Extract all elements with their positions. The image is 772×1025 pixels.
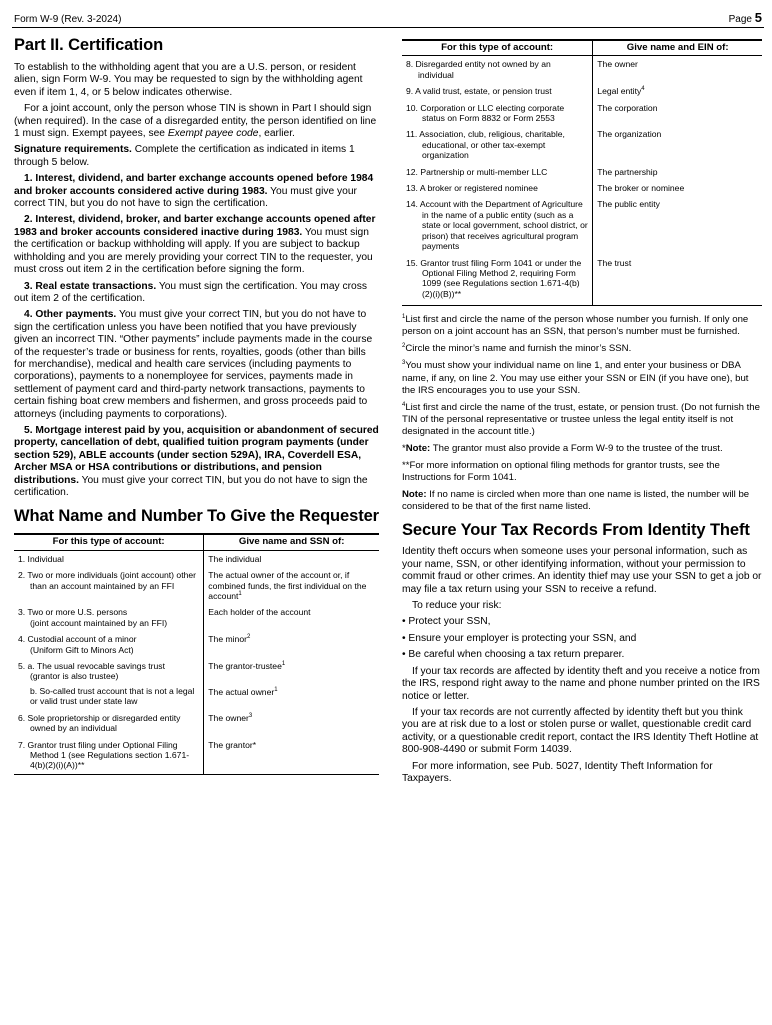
footnote-mark: 2	[246, 634, 251, 641]
cell-text: 15. Grantor trust filing Form 1041 or under the Optional Filing Method 2, requiring Form 1099 (see Regulations section 1.671-4(b)(2)(i)(B))**	[406, 257, 582, 299]
col-header: For this type of account:	[14, 534, 204, 550]
bullet-item: • Ensure your employer is protecting your SSN, and	[402, 632, 637, 644]
bullet-item: • Be careful when choosing a tax return preparer.	[402, 649, 625, 661]
footnote-4	[402, 402, 762, 438]
identity-theft-intro: Identity theft occurs when someone uses your personal information, such as your name, SSN, or other identifying information, without your permission to commit fraud or other crimes. An identity thief may use your SSN to get a job or may file a tax return using your SSN to receive a refund.	[402, 546, 762, 595]
footnote-mark: 1	[402, 313, 406, 320]
bold-lead: 1. Interest, dividend, and barter exchange accounts opened before 1984 and broker accounts considered active during 1983.	[14, 173, 374, 197]
bold-lead: 5. Mortgage interest paid by you, acquisition or abandonment of secured property, cancellation of debt, qualified tuition program payments (under section 529), ABLE accounts (under section 529A), IRA, Coverdell ESA, Archer MSA or HSA contributions or distributions, and pension distributions.	[14, 424, 379, 486]
footnote-mark: 4	[402, 401, 406, 408]
text: The grantor must also provide a Form W-9 to the trustee of the trust.	[430, 442, 723, 454]
table-cell	[402, 255, 593, 306]
footnote-mark: 1	[281, 661, 286, 668]
page-word: Page	[728, 14, 752, 25]
table-cell	[402, 100, 593, 127]
table-cell	[14, 567, 204, 604]
col-header: For this type of account:	[402, 40, 593, 56]
text: For a joint account, only the person whose TIN is shown in Part I should sign (when required). In the case of a disregarded entity, the person identified on line 1 must sign. Exempt payees, see	[14, 103, 377, 140]
cell-text: 7. Grantor trust filing under Optional Filing Method 1 (see Regulations section 1.671-4(b)(2)(i)(A))**	[18, 739, 190, 771]
text: You must give your correct TIN, but you do not have to sign the certification.	[14, 474, 368, 498]
table-row	[402, 180, 762, 196]
spacer	[402, 306, 762, 314]
table-row	[402, 164, 762, 180]
cert-intro: To establish to the withholding agent that you are a U.S. person, or resident alien, sign Form W-9. You may be requested to sign by the withholding agent even if item 1, 4, or 5 below indicates otherwise.	[14, 62, 363, 98]
table-cell	[402, 180, 593, 196]
ein-table	[402, 39, 762, 306]
table-row	[14, 631, 379, 658]
text: , earlier.	[258, 128, 295, 140]
ssn-table	[14, 533, 379, 774]
cell-text: 5. a. The usual revocable savings trust	[18, 661, 165, 672]
reduce-risk: To reduce your risk:	[412, 600, 502, 612]
cell-text: 11. Association, club, religious, charitable, educational, or other tax-exempt organization	[406, 129, 565, 161]
cell-text: 14. Account with the Department of Agriculture in the name of a public entity (such as a state or local government, school district, or prison) that receives agricultural program payments	[406, 199, 588, 252]
joint-account-para	[14, 103, 379, 140]
table-note	[402, 489, 762, 513]
text: List first and circle the name of the person whose number you furnish. If only one person on a joint account has an SSN, that person’s number must be furnished.	[402, 314, 749, 338]
table-cell	[14, 737, 204, 775]
table-cell	[593, 83, 762, 99]
bullet-item: • Protect your SSN,	[402, 616, 491, 628]
col-header: Give name and SSN of:	[204, 534, 379, 550]
text: If no name is circled when more than one name is listed, the number will be considered to be that of the first name listed.	[402, 489, 750, 513]
left-column	[14, 36, 379, 775]
not-affected-para: If your tax records are not currently affected by identity theft but you think you are at risk due to a lost or stolen purse or wallet, questionable credit card activity, or a questionable credit report, contact the IRS Identity Theft Hotline at 800-908-4490 or submit Form 14039.	[402, 706, 759, 756]
right-column	[402, 39, 762, 789]
header-rule	[12, 27, 764, 28]
bold-lead: 2. Interest, dividend, broker, and barter exchange accounts opened after 1983 and broker accounts considered inactive during 1983.	[14, 214, 376, 238]
cell-text: The actual owner of the account or, if combined funds, the first individual on the account	[208, 570, 367, 602]
table-cell	[14, 550, 204, 567]
item-3	[14, 281, 379, 306]
table-cell: The corporation	[597, 102, 658, 113]
footnote-doublestar	[402, 460, 762, 484]
text: For more information on optional filing methods for grantor trusts, see the Instructions for Form 1041.	[402, 460, 720, 484]
text: You must show your individual name on line 1, and enter your business or DBA name, if any, on line 2. You may use either your SSN or EIN (if you have one), but the IRS encourages you to use your SSN.	[402, 360, 749, 396]
table-cell	[204, 631, 379, 658]
table-cell: The trust	[593, 255, 762, 306]
table-cell: The broker or nominee	[597, 183, 685, 194]
bold-lead: Signature requirements.	[14, 144, 132, 156]
footnote-1	[402, 314, 762, 338]
table-cell	[14, 710, 204, 737]
table-row	[14, 567, 379, 604]
cell-text: 6. Sole proprietorship or disregarded entity owned by an individual	[18, 712, 181, 734]
identity-theft-heading: Secure Your Tax Records From Identity Theft	[402, 521, 750, 540]
cell-text: 1. Individual	[18, 553, 64, 564]
exempt-payee-ref: Exempt payee code	[167, 128, 259, 140]
item-1	[14, 173, 379, 210]
footnote-mark: **	[402, 460, 410, 472]
cell-text: The grantor-trustee	[208, 661, 282, 672]
cell-text: The owner	[208, 712, 249, 723]
footnote-mark: 2	[402, 343, 406, 350]
text: You must sign the certification or backup withholding will apply. If you are subject to backup withholding and you are merely providing your correct TIN to the requester, you must cross out item 2 in the certification before signing the form.	[14, 226, 373, 276]
text: List first and circle the name of the trust, estate, or pension trust. (Do not furnish the TIN of the personal representative or trustee unless the legal entity itself is not designated in the account title.)	[402, 401, 760, 437]
table-row	[402, 196, 762, 254]
item-5	[14, 425, 379, 499]
table-cell	[14, 658, 204, 710]
text: Complete the certification as indicated in items 1 through 5 below.	[14, 144, 355, 168]
table-cell: The partnership	[597, 166, 658, 177]
cell-text: (Uniform Gift to Minors Act)	[30, 644, 134, 655]
table-cell	[402, 164, 593, 180]
footnote-2	[402, 343, 762, 355]
table-row	[402, 126, 762, 163]
table-row	[14, 710, 379, 737]
cell-text: The minor	[208, 634, 247, 645]
cell-text: (grantor is also trustee)	[30, 671, 119, 682]
bold-lead: 3. Real estate transactions.	[24, 280, 157, 292]
footnote-mark: 1	[274, 687, 278, 694]
table-cell: The public entity	[597, 199, 660, 210]
table-cell	[402, 126, 593, 163]
cell-text: 13. A broker or registered nominee	[406, 183, 538, 194]
cell-text: 3. Two or more U.S. persons	[18, 607, 128, 618]
bold-lead: Note:	[402, 489, 427, 501]
text: You must give your correct TIN, but you do not have to sign the certification unless you have been notified that you have previously given an incorrect TIN. “Other payments” include payments made in the course of the requester’s trade or business for rents, royalties, goods (other than bills for merchandise), medical and health care services (including payments to corporations), payments to a nonemployee for services, payments made in settlement of payment card and third-party network transactions, payments to certain fishing boat crew members and fishermen, and gross proceeds paid to attorneys (including payments to corporations).	[14, 309, 373, 420]
cell-text: b. So-called trust account that is not a legal or valid trust under state law	[30, 685, 195, 707]
table-cell	[402, 56, 593, 83]
table-cell: Each holder of the account	[208, 607, 311, 618]
table-row	[402, 56, 762, 83]
footnote-mark: 3	[248, 712, 253, 719]
more-info-para: For more information, see Pub. 5027, Identity Theft Information for Taxpayers.	[402, 760, 713, 784]
footnote-mark: 4	[641, 86, 645, 93]
requester-heading: What Name and Number To Give the Requester	[14, 507, 379, 526]
affected-para: If your tax records are affected by identity theft and you receive a notice from the IRS, respond right away to the name and phone number printed on the IRS notice or letter.	[402, 665, 760, 702]
table-header	[402, 40, 762, 56]
page-header	[14, 9, 762, 25]
text: You must sign the certification. You may cross out item 2 of the certification.	[14, 280, 367, 304]
table-row	[402, 100, 762, 127]
cell-text: 2. Two or more individuals (joint account) other than an account maintained by an FFI	[18, 570, 197, 591]
table-row	[14, 604, 379, 631]
table-cell	[402, 83, 593, 99]
table-row	[14, 550, 379, 567]
table-cell	[204, 658, 379, 710]
table-cell	[204, 710, 379, 737]
page-num: 5	[754, 10, 762, 25]
cell-text: 8. Disregarded entity not owned by an individual	[406, 59, 551, 80]
table-cell: The organization	[597, 129, 662, 140]
footnote-3	[402, 360, 762, 396]
form-id: Form W-9 (Rev. 3-2024)	[14, 14, 122, 25]
cell-text: 12. Partnership or multi-member LLC	[406, 166, 548, 177]
cell-text: The actual owner	[208, 687, 275, 698]
col-header: Give name and EIN of:	[593, 40, 762, 56]
cell-text: 9. A valid trust, estate, or pension trust	[406, 86, 552, 97]
table-header	[14, 534, 379, 550]
signature-req	[14, 144, 379, 169]
table-cell	[402, 196, 593, 254]
table-cell: The individual	[208, 553, 262, 564]
table-cell	[14, 604, 204, 631]
page-number	[729, 10, 762, 25]
item-2	[14, 214, 379, 276]
table-cell: The grantor*	[204, 737, 379, 775]
footnote-star	[402, 443, 762, 455]
footnote-mark: 3	[402, 360, 406, 367]
table-row	[402, 83, 762, 99]
footnote-mark: 1	[238, 591, 242, 598]
table-row	[14, 658, 379, 710]
part2-heading: Part II. Certification	[14, 36, 164, 54]
item-4	[14, 309, 379, 421]
cell-text: Legal entity	[597, 86, 642, 97]
cell-text: 10. Corporation or LLC electing corporate status on Form 8832 or Form 2553	[406, 102, 565, 124]
text: You must give your correct TIN, but you do not have to sign the certification.	[14, 185, 357, 210]
cell-text	[208, 687, 375, 697]
table-row	[402, 255, 762, 306]
text: Circle the minor’s name and furnish the minor’s SSN.	[405, 343, 632, 355]
footnote-mark: *	[402, 442, 406, 454]
cell-text: 4. Custodial account of a minor	[18, 634, 137, 645]
bold-lead: Note:	[405, 442, 431, 454]
table-cell: The owner	[597, 59, 638, 70]
bold-lead: 4. Other payments.	[24, 309, 117, 321]
table-cell	[204, 567, 379, 604]
table-row	[14, 737, 379, 775]
table-cell	[14, 631, 204, 658]
cell-text: (joint account maintained by an FFI)	[30, 617, 168, 628]
